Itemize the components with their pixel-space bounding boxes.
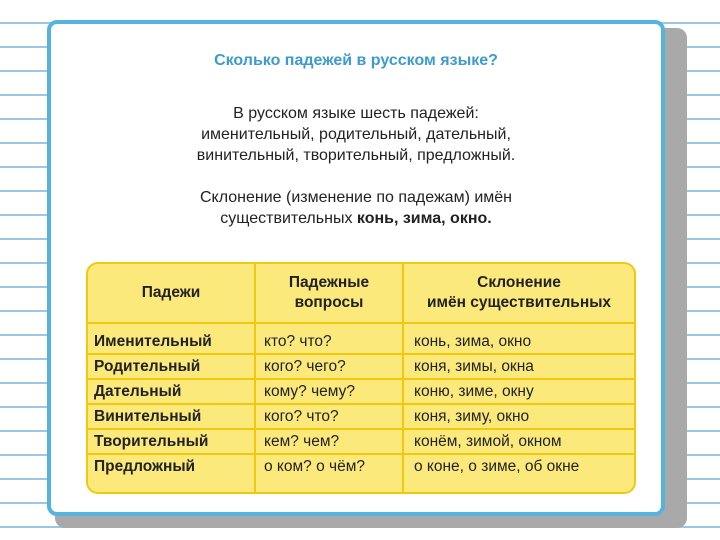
table-row: [88, 430, 634, 453]
intro-line: В русском языке шесть падежей:: [233, 105, 479, 122]
case-question: кем? чем?: [264, 433, 340, 450]
case-question: кто? что?: [264, 333, 332, 350]
table-row: [88, 380, 634, 403]
note-prefix: существительных: [220, 210, 357, 227]
intro-text: [51, 103, 661, 166]
case-forms: о коне, о зиме, об окне: [414, 458, 580, 475]
header-label: Падежные: [288, 274, 370, 291]
case-forms: коня, зимы, окна: [414, 358, 534, 375]
page-title: Сколько падежей в русском языке?: [214, 52, 498, 69]
declension-note: [51, 187, 661, 229]
header-cases: [88, 264, 254, 322]
header-label: Падежи: [141, 284, 201, 301]
note-line: Склонение (изменение по падежам) имён: [199, 189, 513, 206]
case-question: кого? что?: [264, 408, 339, 425]
case-name: Дательный: [94, 383, 182, 400]
case-forms: коня, зиму, окно: [414, 408, 530, 425]
header-questions: [256, 264, 402, 322]
header-divider: [88, 322, 634, 324]
note-examples: конь, зима, окно.: [356, 210, 492, 227]
note-line: [51, 208, 661, 229]
case-question: о ком? о чём?: [264, 458, 365, 475]
case-name: Винительный: [94, 408, 202, 425]
case-question: кому? чему?: [264, 383, 355, 400]
case-name: Именительный: [94, 333, 212, 350]
cases-table: [86, 262, 636, 494]
case-name: Родительный: [94, 358, 201, 375]
table-row: [88, 355, 634, 378]
table-row: [88, 455, 634, 478]
case-name: Творительный: [94, 433, 209, 450]
header-label: вопросы: [294, 294, 364, 311]
header-declension: [404, 264, 634, 322]
case-forms: коню, зиме, окну: [414, 383, 534, 400]
intro-line: именительный, родительный, дательный,: [201, 126, 511, 143]
table-row: [88, 330, 634, 353]
case-forms: конь, зима, окно: [414, 333, 532, 350]
header-label: имён существительных: [426, 294, 612, 311]
case-question: кого? чего?: [264, 358, 346, 375]
case-forms: конём, зимой, окном: [414, 433, 562, 450]
intro-line: винительный, творительный, предложный.: [196, 147, 516, 164]
table-row: [88, 405, 634, 428]
content-card: [47, 20, 665, 516]
case-name: Предложный: [94, 458, 196, 475]
header-label: Склонение: [477, 274, 561, 291]
